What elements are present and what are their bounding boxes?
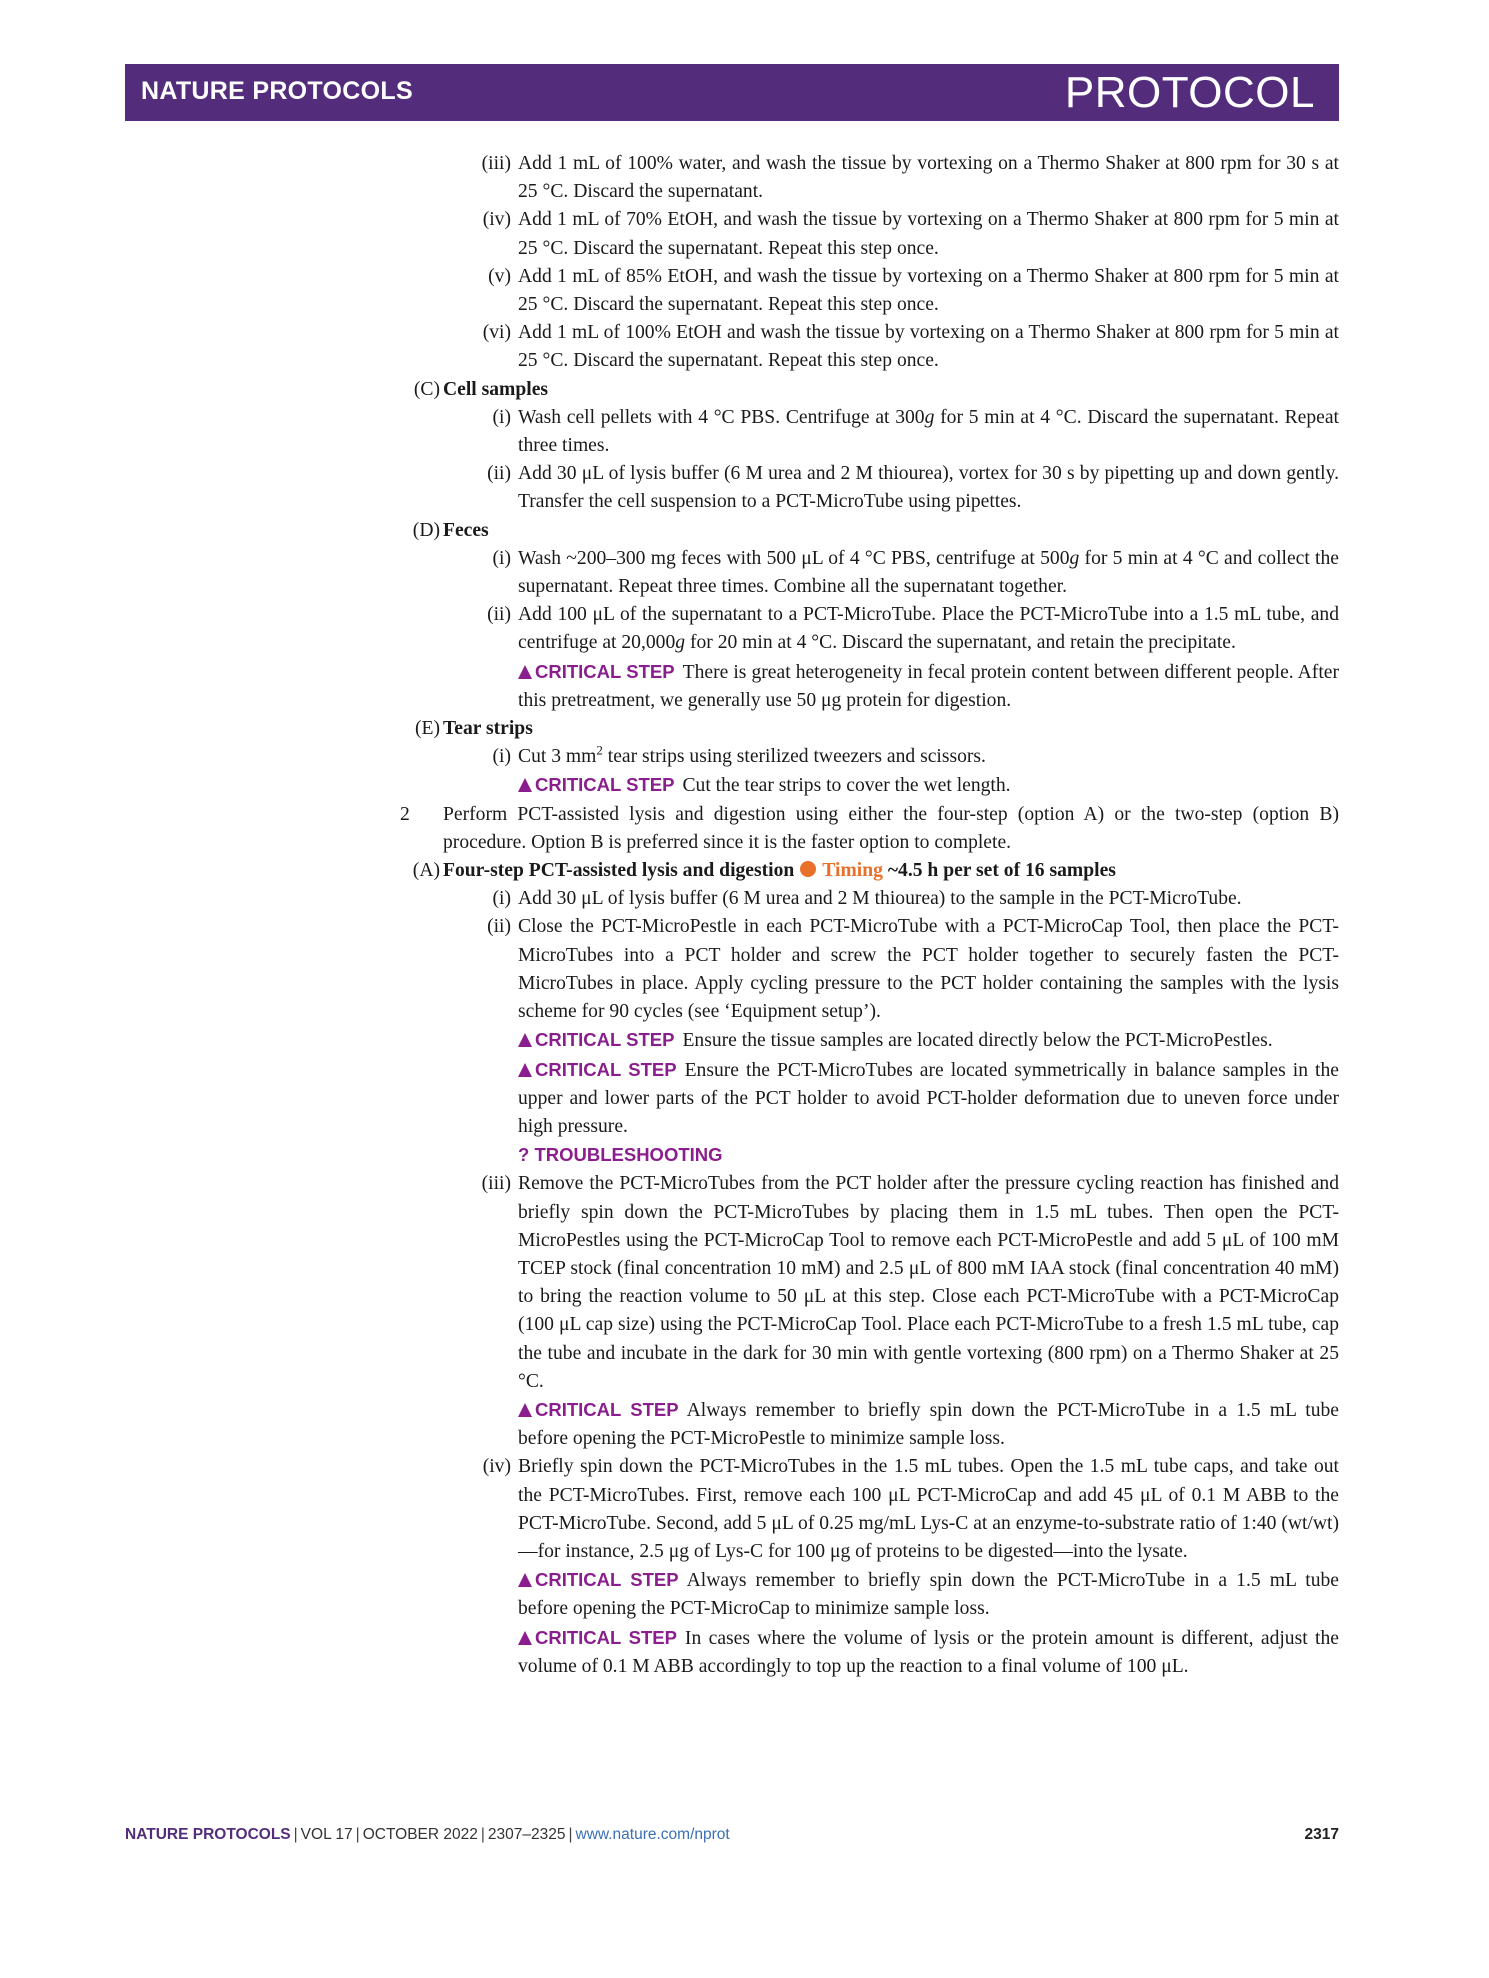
text-part: tear strips using sterilized tweezers and scissors.: [602, 746, 986, 768]
item-text: [518, 545, 1339, 601]
footer-url-link[interactable]: www.nature.com/nprot: [575, 1826, 730, 1843]
item-label: (i): [492, 547, 511, 569]
text-part: Wash cell pellets with 4 °C PBS. Centrifuge at 300: [518, 406, 925, 428]
section-heading-cell-samples: [0, 376, 1489, 404]
option-title-text: Four-step PCT-assisted lysis and digestion: [443, 860, 795, 882]
critical-step-label: CRITICAL STEP: [535, 1058, 677, 1080]
timing-label: Timing: [822, 860, 883, 882]
critical-step-label: CRITICAL STEP: [535, 1626, 677, 1648]
critical-step-note: [518, 1396, 1339, 1453]
section-title: Feces: [443, 519, 489, 541]
item-label: (ii): [487, 916, 511, 938]
critical-step-note: [518, 1624, 1339, 1681]
item-label: (ii): [487, 604, 511, 626]
step-number: 2: [400, 803, 410, 825]
item-text: Add 30 μL of lysis buffer (6 M urea and 2 M thiourea), vortex for 30 s by pipetting up and down gently. Transfer the cell suspension to a PCT-MicroTube using pipettes.: [518, 463, 1339, 513]
footer-pages: 2307–2325: [487, 1826, 566, 1843]
critical-step-note: [518, 658, 1339, 715]
warning-triangle-icon: [518, 665, 532, 679]
separator: |: [355, 1826, 360, 1843]
critical-step-label: CRITICAL STEP: [535, 1029, 675, 1051]
separator: |: [480, 1826, 485, 1843]
page-footer: [125, 1826, 1339, 1844]
critical-step-text: Ensure the tissue samples are located directly below the PCT-MicroPestles.: [682, 1030, 1273, 1052]
page-header: [125, 64, 1339, 121]
footer-journal: NATURE PROTOCOLS: [125, 1826, 291, 1843]
list-item: [0, 885, 1489, 913]
list-item: [0, 206, 1489, 262]
footer-date: OCTOBER 2022: [362, 1826, 478, 1843]
superscript: 2: [596, 742, 603, 758]
text-part: Wash ~200–300 mg feces with 500 μL of 4 °C PBS, centrifuge at 500: [518, 547, 1070, 569]
text-italic: g: [675, 632, 686, 654]
troubleshooting-label: ? TROUBLESHOOTING: [518, 1144, 723, 1166]
option-title: [443, 857, 1339, 885]
item-label: (i): [492, 888, 511, 910]
critical-step-note: [518, 1566, 1339, 1623]
footer-volume: VOL 17: [300, 1826, 353, 1843]
critical-step-note: [518, 1026, 1339, 1055]
section-title: Cell samples: [443, 378, 549, 400]
option-label: (A): [412, 860, 440, 882]
text-part: for 20 min at 4 °C. Discard the supernatant, and retain the precipitate.: [685, 632, 1236, 654]
troubleshooting-note: [518, 1141, 1339, 1170]
option-a-heading: [0, 857, 1489, 885]
critical-step-text: Always remember to briefly spin down the PCT-MicroTube in a 1.5 mL tube before opening the PCT-MicroCap to minimize sample loss.: [518, 1570, 1339, 1620]
warning-triangle-icon: [518, 1033, 532, 1047]
section-label: (C): [413, 378, 440, 400]
text-part: for 5 min at 4 °C and collect the supernatant. Repeat three times. Combine all the supernatant together.: [518, 547, 1339, 598]
item-text: Add 1 mL of 70% EtOH, and wash the tissue by vortexing on a Thermo Shaker at 800 rpm for 5 min at 25 °C. Discard the supernatant. Repeat this step once.: [518, 209, 1339, 259]
step-text: Perform PCT-assisted lysis and digestion using either the four-step (option A) or the two-step (option B) procedure. Option B is preferred since it is the faster option to complete.: [443, 803, 1339, 853]
item-text: [518, 404, 1339, 460]
item-label: (iii): [481, 1173, 511, 1195]
separator: |: [568, 1826, 573, 1843]
item-text: [518, 601, 1339, 657]
text-italic: g: [924, 406, 935, 428]
step-2: [0, 801, 1489, 857]
section-label: (E): [414, 718, 440, 740]
item-text: Briefly spin down the PCT-MicroTubes in the 1.5 mL tubes. Open the 1.5 mL tube caps, and take out the PCT-MicroTubes. First, remove each 100 μL PCT-MicroCap and add 45 μL of 0.1 M ABB to the PCT-MicroTube. Second, add 5 μL of 0.25 mg/mL Lys-C at an enzyme-to-substrate ratio of 1:40 (wt/wt)—for instance, 2.5 μg of Lys-C for 100 μg of proteins to be digested—into the lysate.: [518, 1456, 1339, 1562]
list-item: [0, 743, 1489, 771]
text-part: for 5 min at 4 °C. Discard the supernatant. Repeat three times.: [518, 406, 1339, 457]
item-label: (ii): [487, 463, 511, 485]
list-item: [0, 1453, 1489, 1566]
article-type: PROTOCOL: [1064, 68, 1315, 117]
item-label: (iv): [482, 1456, 511, 1478]
list-item: [0, 913, 1489, 1026]
warning-triangle-icon: [518, 1063, 532, 1077]
list-item: [0, 460, 1489, 516]
item-label: (i): [492, 746, 511, 768]
text-part: Cut 3 mm: [518, 746, 597, 768]
timing-value: ~4.5 h per set of 16 samples: [887, 860, 1116, 882]
text-part: Add 100 μL of the supernatant to a PCT-MicroTube. Place the PCT-MicroTube into a 1.5 mL tube, and centrifuge at 20,000: [518, 604, 1339, 654]
section-label: (D): [412, 519, 440, 541]
critical-step-label: CRITICAL STEP: [535, 1398, 679, 1420]
warning-triangle-icon: [518, 778, 532, 792]
item-text: Add 1 mL of 100% EtOH and wash the tissue by vortexing on a Thermo Shaker at 800 rpm for 5 min at 25 °C. Discard the supernatant. Repeat this step once.: [518, 322, 1339, 372]
critical-step-label: CRITICAL STEP: [535, 1569, 679, 1591]
item-label: (vi): [482, 322, 511, 344]
list-item: [0, 319, 1489, 375]
item-text: Remove the PCT-MicroTubes from the PCT holder after the pressure cycling reaction has finished and briefly spin down the PCT-MicroTubes by placing them in 1.5 mL tubes. Then open the PCT-MicroPestles using the PCT-MicroCap Tool to remove each PCT-MicroPestle and add 5 μL of 100 mM TCEP stock (final concentration 10 mM) and 2.5 μL of 800 mM IAA stock (final concentration 40 mM) to bring the reaction volume to 50 μL at this step. Close each PCT-MicroTube with a PCT-MicroCap (100 μL cap size) using the PCT-MicroCap Tool. Place each PCT-MicroTube to a fresh 1.5 mL tube, cap the tube and incubate in the dark for 30 min with gentle vortexing (800 rpm) on a Thermo Shaker at 25 °C.: [518, 1173, 1339, 1392]
item-label: (v): [488, 265, 511, 287]
item-text: [518, 743, 1339, 771]
main-content: [0, 150, 1489, 1681]
critical-step-text: There is great heterogeneity in fecal protein content between different people. After this pretreatment, we generally use 50 μg protein for digestion.: [518, 661, 1339, 711]
warning-triangle-icon: [518, 1631, 532, 1645]
warning-triangle-icon: [518, 1573, 532, 1587]
warning-triangle-icon: [518, 1403, 532, 1417]
critical-step-label: CRITICAL STEP: [535, 774, 675, 796]
item-text: Close the PCT-MicroPestle in each PCT-MicroTube with a PCT-MicroCap Tool, then place the PCT-MicroTubes into a PCT holder and screw the PCT holder together to securely fasten the PCT-MicroTubes in place. Apply cycling pressure to the PCT holder containing the samples with the lysis scheme for 90 cycles (see ‘Equipment setup’).: [518, 916, 1339, 1023]
critical-step-text: Ensure the PCT-MicroTubes are located symmetrically in balance samples in the upper and lower parts of the PCT holder to avoid PCT-holder deformation due to uneven force under high pressure.: [518, 1059, 1339, 1137]
item-text: Add 1 mL of 100% water, and wash the tissue by vortexing on a Thermo Shaker at 800 rpm for 30 s at 25 °C. Discard the supernatant.: [518, 153, 1339, 203]
list-item: [0, 1170, 1489, 1396]
critical-step-note: [518, 1056, 1339, 1142]
text-italic: g: [1069, 547, 1080, 569]
section-heading-tear-strips: [0, 715, 1489, 743]
critical-step-note: [518, 771, 1339, 800]
item-label: (i): [492, 406, 511, 428]
list-item: [0, 150, 1489, 206]
separator: |: [293, 1826, 298, 1843]
list-item: [0, 404, 1489, 460]
critical-step-label: CRITICAL STEP: [535, 660, 675, 682]
list-item: [0, 545, 1489, 601]
critical-step-text: Cut the tear strips to cover the wet length.: [682, 775, 1011, 797]
section-title: Tear strips: [443, 718, 533, 740]
journal-name: NATURE PROTOCOLS: [141, 77, 413, 105]
list-item: [0, 601, 1489, 657]
item-label: (iii): [481, 153, 511, 174]
list-item: [0, 263, 1489, 319]
page-number: 2317: [1304, 1826, 1339, 1843]
critical-step-text: Always remember to briefly spin down the PCT-MicroTube in a 1.5 mL tube before opening the PCT-MicroPestle to minimize sample loss.: [518, 1399, 1339, 1450]
critical-step-text: In cases where the volume of lysis or the protein amount is different, adjust the volume of 0.1 M ABB accordingly to top up the reaction to a final volume of 100 μL.: [518, 1627, 1339, 1677]
item-text: Add 30 μL of lysis buffer (6 M urea and 2 M thiourea) to the sample in the PCT-MicroTube.: [518, 888, 1242, 910]
timing-dot-icon: [800, 861, 816, 877]
item-label: (iv): [482, 209, 511, 231]
item-text: Add 1 mL of 85% EtOH, and wash the tissue by vortexing on a Thermo Shaker at 800 rpm for 5 min at 25 °C. Discard the supernatant. Repeat this step once.: [518, 265, 1339, 316]
section-heading-feces: [0, 517, 1489, 545]
